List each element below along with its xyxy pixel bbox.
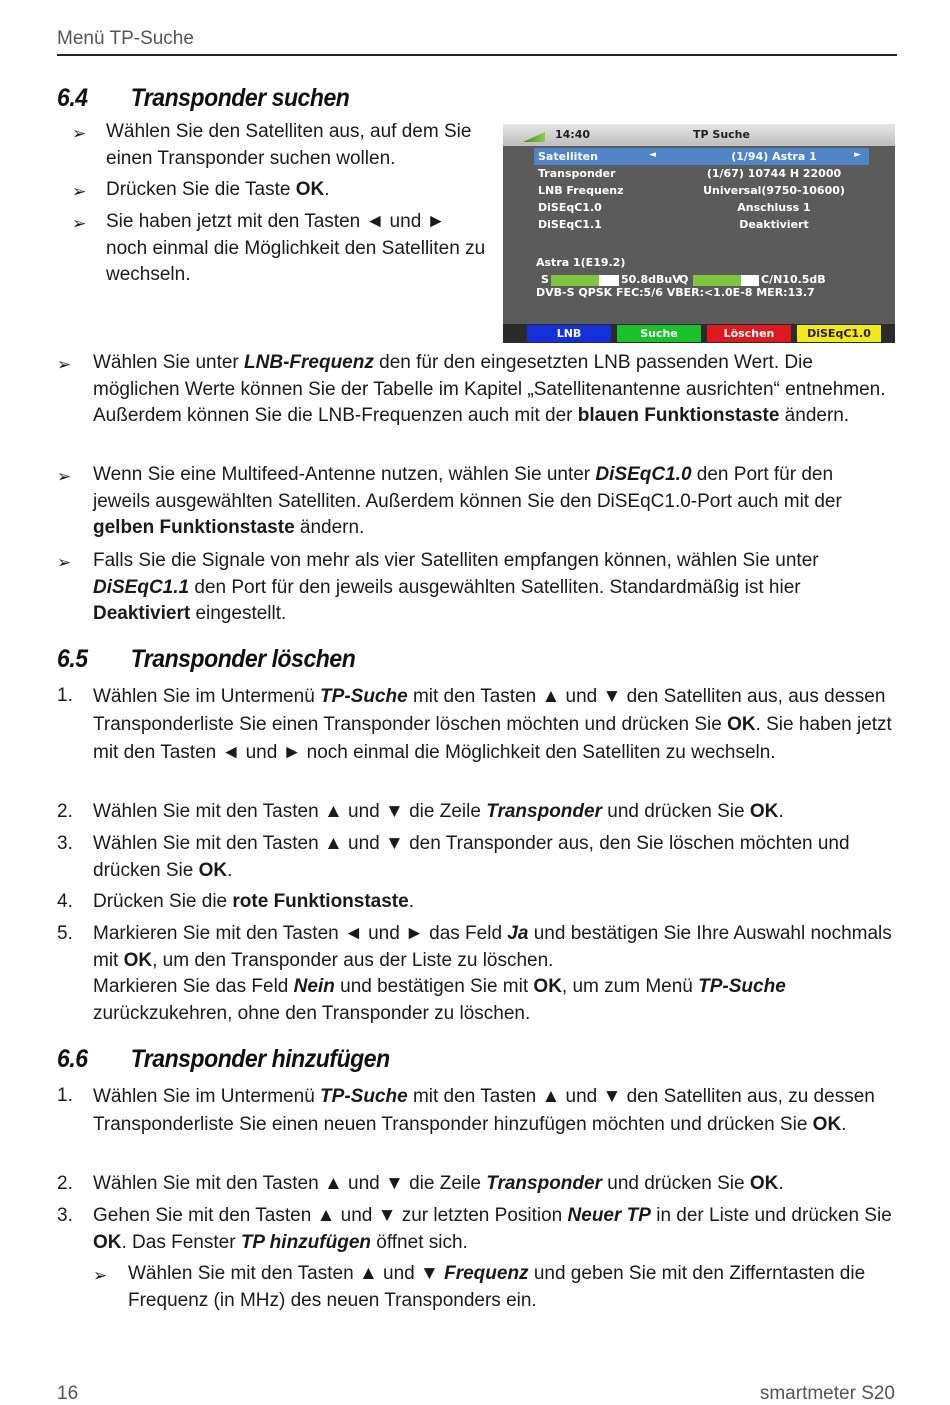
step-text: Wählen Sie mit den Tasten ▲ und ▼ den Transponder aus, den Sie löschen möchten und drücken Sie OK. [93,833,850,881]
section-number: 6.5 [57,645,88,673]
page-header-title: Menü TP-Suche [57,28,194,49]
screen-top-bar [503,124,895,146]
bullet-text: Wählen Sie den Satelliten aus, auf dem Sie einen Transponder suchen wollen. [106,121,472,169]
step-number: 3. [57,1205,73,1226]
blue-button-lnb: LNB [527,325,611,342]
step-number: 3. [57,833,73,854]
step-number: 4. [57,891,73,912]
signal-strength-icon [523,132,545,142]
bullet-arrow-icon: ➢ [57,553,72,572]
section-title: Transponder löschen [130,645,356,673]
menu-row-transponder [534,165,869,182]
bullet-arrow-icon: ➢ [72,214,87,233]
step-number: 2. [57,1173,73,1194]
step-text: Wählen Sie mit den Tasten ▲ und ▼ die Zeile Transponder und drücken Sie OK. [93,1173,784,1194]
header-divider [57,54,897,56]
screen-time: 14:40 [555,128,591,141]
bullet-arrow-icon: ➢ [57,355,72,374]
bullet-text: Wenn Sie eine Multifeed-Antenne nutzen, wählen Sie unter DiSEqC1.0 den Port für den jeweils ausgewählten Satelliten. Außerdem können Sie den DiSEqC1.0-Port auch mit der gelben Funktionstaste ändern. [93,464,842,538]
row-label: Satelliten [538,150,598,163]
signal-quality-fill [693,275,741,286]
tp-search-screenshot [503,124,895,343]
arrow-right-icon: ► [854,150,861,160]
menu-row-satellites [534,148,869,165]
row-value: Anschluss 1 [737,201,811,214]
row-value: Universal(9750-10600) [703,184,845,197]
bullet-arrow-icon: ➢ [93,1266,108,1285]
menu-row-lnb [534,182,869,199]
step-text: Drücken Sie die rote Funktionstaste. [93,891,414,912]
signal-strength-bar [551,275,619,286]
step-number: 5. [57,923,73,944]
page-number: 16 [57,1383,79,1404]
q-label: Q [679,273,689,286]
red-button-loeschen: Löschen [707,325,791,342]
row-value: Deaktiviert [739,218,809,231]
step-text: Markieren Sie mit den Tasten ◄ und ► das Feld Ja und bestätigen Sie Ihre Auswahl nochmals mit OK, um den Transponder aus der Liste zu löschen. Markieren Sie das Feld Nein und bestätigen Sie mit OK, um zum Menü TP-Suche zurückzukehren, ohne den Transponder zu löschen. [93,923,892,1024]
step-text: Wählen Sie im Untermenü TP-Suche mit den Tasten ▲ und ▼ den Satelliten aus, aus dessen Transponderliste Sie einen Transponder löschen möchten und drücken Sie OK. Sie haben jetzt mit den Tasten ◄ und ► noch einmal die Möglichkeit den Satelliten zu wechseln. [93,686,892,763]
yellow-button-diseqc: DiSEqC1.0 [797,325,881,342]
section-heading-6-6 [57,1045,390,1074]
step-number: 1. [57,1085,73,1106]
bullet-arrow-icon: ➢ [72,124,87,143]
step-text: Wählen Sie mit den Tasten ▲ und ▼ die Zeile Transponder und drücken Sie OK. [93,801,784,822]
product-name: smartmeter S20 [759,1383,895,1404]
step-text: Gehen Sie mit den Tasten ▲ und ▼ zur letzten Position Neuer TP in der Liste und drücken Sie OK. Das Fenster TP hinzufügen öffnet sich. [93,1205,892,1253]
color-button-bar [503,324,895,343]
s-label: S [541,273,549,286]
bullet-arrow-icon: ➢ [57,467,72,486]
section-number: 6.4 [57,84,88,112]
arrow-left-icon: ◄ [649,150,656,160]
section-heading-6-5 [57,645,355,674]
signal-quality-bar [693,275,759,286]
bullet-text: Sie haben jetzt mit den Tasten ◄ und ► noch einmal die Möglichkeit den Satelliten zu wechseln. [106,211,486,285]
menu-row-diseqc10 [534,199,869,216]
section-title: Transponder hinzufügen [130,1045,390,1073]
step-number: 2. [57,801,73,822]
row-label: DiSEqC1.0 [538,201,602,214]
screen-title: TP Suche [693,128,750,141]
menu-row-diseqc11 [534,216,869,233]
section-heading-6-4 [57,84,349,113]
step-number: 1. [57,685,73,706]
row-value: (1/94) Astra 1 [731,150,817,163]
bullet-text: Drücken Sie die Taste OK. [106,179,330,200]
row-value: (1/67) 10744 H 22000 [706,167,842,180]
bullet-text: Falls Sie die Signale von mehr als vier Satelliten empfangen können, wählen Sie unter DiSEqC1.1 den Port für den jeweils ausgewählten Satelliten. Standardmäßig ist hier Deaktiviert eingestellt. [93,550,819,624]
row-label: DiSEqC1.1 [538,218,602,231]
satellite-name: Astra 1(E19.2) [536,256,626,269]
bullet-text: Wählen Sie mit den Tasten ▲ und ▼ Frequenz und geben Sie mit den Zifferntasten die Frequenz (in MHz) des neuen Transponders ein. [128,1263,866,1311]
row-label: Transponder [538,167,616,180]
bullet-arrow-icon: ➢ [72,182,87,201]
q-value: C/N10.5dB [761,273,826,286]
section-number: 6.6 [57,1045,88,1073]
signal-info-line: DVB-S QPSK FEC:5/6 VBER:<1.0E-8 MER:13.7 [536,286,815,299]
row-label: LNB Frequenz [538,184,624,197]
s-value: 50.8dBuV [621,273,681,286]
step-text: Wählen Sie im Untermenü TP-Suche mit den Tasten ▲ und ▼ den Satelliten aus, zu dessen Transponderliste Sie einen neuen Transponder hinzufügen möchten und drücken Sie OK. [93,1086,875,1135]
green-button-suche: Suche [617,325,701,342]
section-title: Transponder suchen [130,84,350,112]
signal-strength-fill [551,275,599,286]
screen-body [503,146,895,326]
bullet-text: Wählen Sie unter LNB-Frequenz den für den eingesetzten LNB passenden Wert. Die möglichen Werte können Sie der Tabelle im Kapitel „Satellitenantenne ausrichten“ entnehmen. Außerdem können Sie die LNB-Frequenzen auch mit der blauen Funktionstaste ändern. [93,352,886,426]
